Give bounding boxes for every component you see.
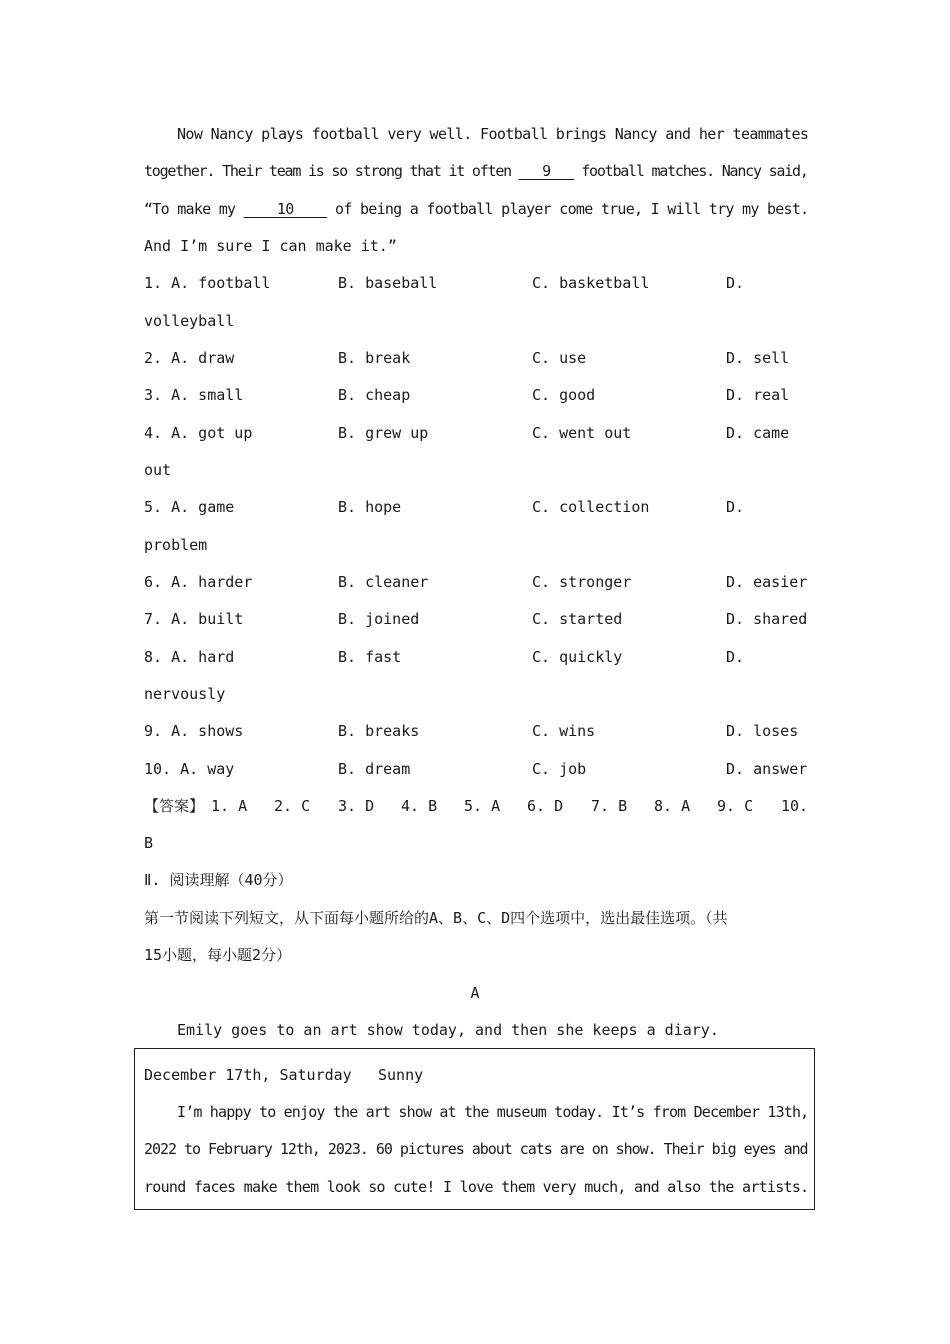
- option-c: C. job: [532, 760, 587, 778]
- option-b: B. joined: [338, 610, 420, 628]
- answer-item: 8. A: [654, 797, 691, 815]
- option-a: 8. A. hard: [144, 648, 235, 666]
- option-d: D. answer: [726, 760, 808, 778]
- option-c: C. went out: [532, 424, 632, 442]
- passage-text: of being a football player come true, I will try my best.: [326, 200, 809, 218]
- option-a: 2. A. draw: [144, 349, 235, 367]
- passage-text: together. Their team is so strong that it often: [144, 162, 519, 180]
- section-heading: Ⅱ. 阅读理解（40分）: [144, 871, 293, 889]
- diary-line: I’m happy to enjoy the art show at the museum today. It’s from December 13th,: [177, 1103, 809, 1121]
- answer-item: 1. A: [211, 797, 248, 815]
- option-b: B. baseball: [338, 274, 438, 292]
- option-b: B. cleaner: [338, 573, 429, 591]
- option-c: C. stronger: [532, 573, 632, 591]
- diary-weather: Sunny: [378, 1066, 424, 1084]
- option-d: D. easier: [726, 573, 808, 591]
- option-b: B. cheap: [338, 386, 411, 404]
- answer-item: 2. C: [274, 797, 311, 815]
- option-d: D. real: [726, 386, 790, 404]
- option-a: 6. A. harder: [144, 573, 253, 591]
- answer-item-wrap: B: [144, 834, 154, 852]
- answer-item: 4. B: [401, 797, 438, 815]
- option-b: B. fast: [338, 648, 402, 666]
- passage-line-4: And I’m sure I can make it.”: [144, 237, 397, 255]
- section-instruction: 15小题，每小题2分）: [144, 946, 292, 964]
- passage-line-3: [144, 199, 808, 219]
- option-d: D.: [726, 274, 745, 292]
- option-a: 9. A. shows: [144, 722, 244, 740]
- option-b: B. hope: [338, 498, 402, 516]
- passage-intro: Emily goes to an art show today, and then she keeps a diary.: [177, 1021, 719, 1039]
- option-c: C. wins: [532, 722, 596, 740]
- option-d: D. shared: [726, 610, 808, 628]
- blank-10: ____10____: [243, 200, 327, 218]
- answer-item: 3. D: [338, 797, 375, 815]
- option-d-wrap: problem: [144, 536, 208, 554]
- answer-label: 【答案】: [144, 797, 205, 815]
- answer-item: 5. A: [464, 797, 501, 815]
- option-d: D. came: [726, 424, 790, 442]
- passage-text: “To make my: [144, 200, 244, 218]
- option-a: 1. A. football: [144, 274, 271, 292]
- option-a: 4. A. got up: [144, 424, 253, 442]
- option-a: 5. A. game: [144, 498, 235, 516]
- option-d: D. loses: [726, 722, 799, 740]
- option-b: B. breaks: [338, 722, 420, 740]
- option-c: C. basketball: [532, 274, 650, 292]
- option-b: B. break: [338, 349, 411, 367]
- answer-item: 7. B: [591, 797, 628, 815]
- diary-date: December 17th, Saturday: [144, 1066, 352, 1084]
- answer-item: 6. D: [527, 797, 564, 815]
- option-d: D.: [726, 648, 745, 666]
- option-a: 10. A. way: [144, 760, 235, 778]
- diary-line: 2022 to February 12th, 2023. 60 pictures about cats are on show. Their big eyes and: [144, 1140, 808, 1158]
- part-label: A: [470, 984, 480, 1002]
- option-d-wrap: out: [144, 461, 172, 479]
- passage-line-1: Now Nancy plays football very well. Football brings Nancy and her teammates: [177, 125, 809, 143]
- option-c: C. quickly: [532, 648, 623, 666]
- option-a: 7. A. built: [144, 610, 244, 628]
- section-instruction: 第一节阅读下列短文，从下面每小题所给的A、B、C、D四个选项中，选出最佳选项。（共: [144, 909, 728, 927]
- diary-line: round faces make them look so cute! I love them very much, and also the artists.: [144, 1178, 809, 1196]
- answer-item: 10.: [781, 797, 809, 815]
- option-d-wrap: nervously: [144, 685, 226, 703]
- option-c: C. use: [532, 349, 587, 367]
- option-c: C. collection: [532, 498, 650, 516]
- option-d-wrap: volleyball: [144, 312, 235, 330]
- option-a: 3. A. small: [144, 386, 244, 404]
- option-b: B. dream: [338, 760, 411, 778]
- blank-9: ___9___: [518, 162, 574, 180]
- option-d: D. sell: [726, 349, 790, 367]
- option-c: C. started: [532, 610, 623, 628]
- passage-text: football matches. Nancy said,: [573, 162, 808, 180]
- passage-line-2: [144, 161, 808, 181]
- option-b: B. grew up: [338, 424, 429, 442]
- option-d: D.: [726, 498, 745, 516]
- option-c: C. good: [532, 386, 596, 404]
- answer-item: 9. C: [717, 797, 754, 815]
